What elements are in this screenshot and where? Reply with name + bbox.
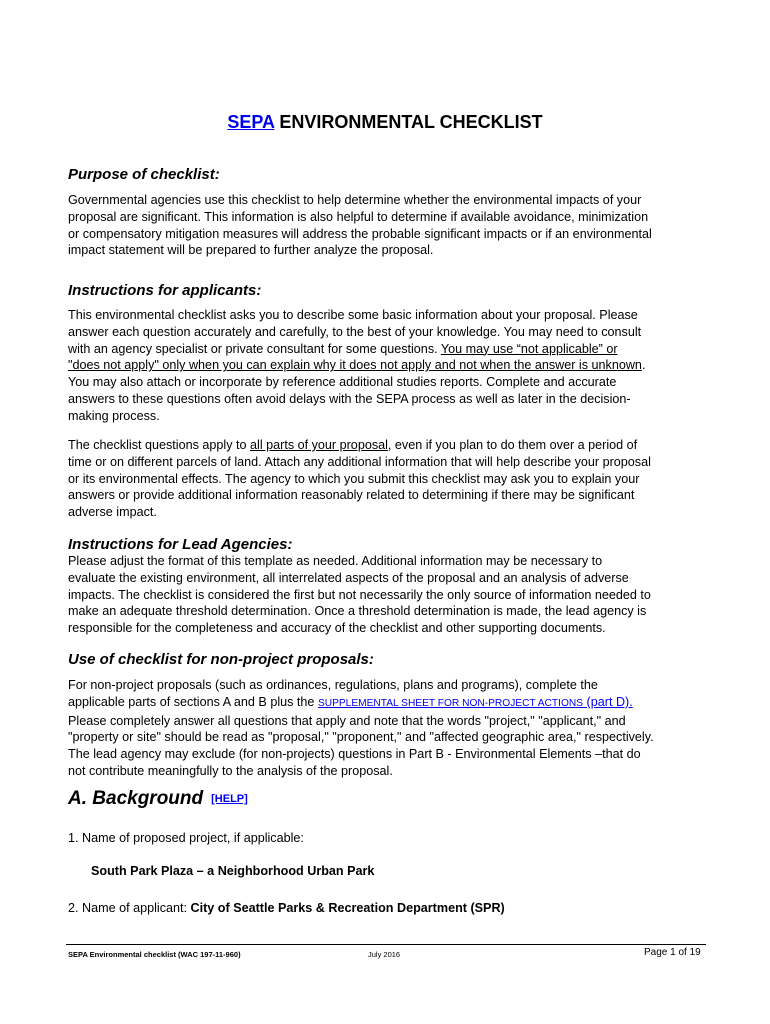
nonproject-line: Please completely answer all questions that apply and note that the words "project," "applicant," and bbox=[68, 713, 626, 728]
section-a-heading bbox=[68, 788, 248, 810]
purpose-line: or compensatory mitigation measures will address the probable significant impacts or if an environmental bbox=[68, 226, 652, 241]
purpose-line: impact statement will be prepared to further analyze the proposal. bbox=[68, 243, 434, 258]
nonproject-line: "property or site" should be read as "proposal," "proponent," and "affected geographic area," respectively. bbox=[68, 730, 654, 745]
applicants-line: time or on different parcels of land. Attach any additional information that will help describe your proposal bbox=[68, 454, 651, 469]
supplemental-sheet-link[interactable]: SUPPLEMENTAL SHEET FOR NON-PROJECT ACTIONS bbox=[317, 697, 584, 709]
nonproject-line: not contribute meaningfully to the analysis of the proposal. bbox=[68, 763, 393, 778]
page-title bbox=[0, 112, 770, 133]
footer-divider bbox=[66, 944, 706, 945]
purpose-line: proposal are significant. This information is also helpful to determine if available avoidance, minimization bbox=[68, 209, 649, 224]
footer-page-number: Page 1 of 19 bbox=[644, 947, 701, 958]
applicants-text: The checklist questions apply to bbox=[68, 438, 251, 452]
purpose-line: Governmental agencies use this checklist to help determine whether the environmental impacts of your bbox=[68, 193, 642, 207]
applicants-line: answers or provide additional information reasonably related to determining if there may be significant bbox=[68, 488, 635, 503]
question-2-label: 2. Name of applicant: bbox=[68, 901, 191, 915]
answer-2: City of Seattle Parks & Recreation Department (SPR) bbox=[190, 901, 505, 915]
applicants-line: adverse impact. bbox=[68, 505, 157, 520]
applicants-line bbox=[68, 341, 708, 358]
answer-1: South Park Plaza – a Neighborhood Urban Park bbox=[91, 864, 375, 878]
lead-line: Please adjust the format of this template as needed. Additional information may be necessary to bbox=[68, 554, 603, 568]
footer-document-name: SEPA Environmental checklist (WAC 197-11-960) bbox=[68, 950, 241, 959]
nonproject-text: applicable parts of sections A and B plus the bbox=[68, 694, 318, 709]
nonproject-line: The lead agency may exclude (for non-projects) questions in Part B - Environmental Elements –that do bbox=[68, 747, 641, 762]
not-applicable-underlined: You may use “not applicable” or bbox=[440, 341, 618, 356]
sepa-link[interactable]: SEPA bbox=[227, 112, 275, 132]
applicants-line: making process. bbox=[68, 408, 160, 423]
all-parts-underlined: all parts of your proposal bbox=[250, 438, 388, 452]
lead-agencies-paragraph bbox=[68, 553, 708, 637]
nonproject-line bbox=[68, 694, 708, 713]
title-text: ENVIRONMENTAL CHECKLIST bbox=[274, 112, 543, 132]
lead-agencies-heading: Instructions for Lead Agencies: bbox=[68, 536, 293, 553]
nonproject-heading: Use of checklist for non-project proposals: bbox=[68, 651, 374, 668]
lead-line: make an adequate threshold determination. Once a threshold determination is made, the lead agency is bbox=[68, 604, 647, 619]
nonproject-line: For non-project proposals (such as ordinances, regulations, plans and programs), complete the bbox=[68, 678, 598, 692]
lead-line: evaluate the existing environment, all interrelated aspects of the proposal and an analysis of adverse bbox=[68, 570, 629, 585]
help-link[interactable]: [HELP] bbox=[211, 793, 248, 805]
does-not-apply-underlined: "does not apply" only when you can explain why it does not apply and not when the answer is unknown bbox=[68, 358, 642, 373]
applicants-text: , even if you plan to do them over a period of bbox=[387, 438, 638, 452]
part-d-link[interactable]: (part D). bbox=[583, 694, 633, 709]
section-a-title: A. Background bbox=[68, 788, 204, 809]
nonproject-paragraph bbox=[68, 677, 708, 780]
purpose-paragraph bbox=[68, 192, 708, 259]
lead-line: impacts. The checklist is considered the first but not necessarily the only source of information needed to bbox=[68, 587, 651, 602]
question-2 bbox=[68, 901, 505, 915]
applicants-line: answer each question accurately and carefully, to the best of your knowledge. You may need to consult bbox=[68, 324, 642, 339]
lead-line: responsible for the completeness and accuracy of the checklist and other supporting documents. bbox=[68, 621, 606, 636]
applicants-heading: Instructions for applicants: bbox=[68, 282, 262, 299]
applicants-line bbox=[68, 357, 708, 374]
question-1: 1. Name of proposed project, if applicable: bbox=[68, 831, 304, 845]
applicants-paragraph-1 bbox=[68, 307, 708, 425]
applicants-line: or its environmental effects. The agency to which you submit this checklist may ask you to explain your bbox=[68, 471, 640, 486]
purpose-heading: Purpose of checklist: bbox=[68, 166, 220, 183]
applicants-line: This environmental checklist asks you to describe some basic information about your proposal. Please bbox=[68, 308, 638, 322]
applicants-line bbox=[68, 437, 708, 454]
footer-date: July 2016 bbox=[368, 950, 401, 959]
applicants-text: with an agency specialist or private consultant for some questions. bbox=[68, 341, 441, 356]
applicants-line: answers to these questions often avoid delays with the SEPA process as well as later in the decision- bbox=[68, 391, 631, 406]
applicants-paragraph-2 bbox=[68, 437, 708, 521]
applicants-line: You may also attach or incorporate by reference additional studies reports. Complete and accurate bbox=[68, 375, 617, 390]
applicants-text: . bbox=[641, 358, 646, 373]
